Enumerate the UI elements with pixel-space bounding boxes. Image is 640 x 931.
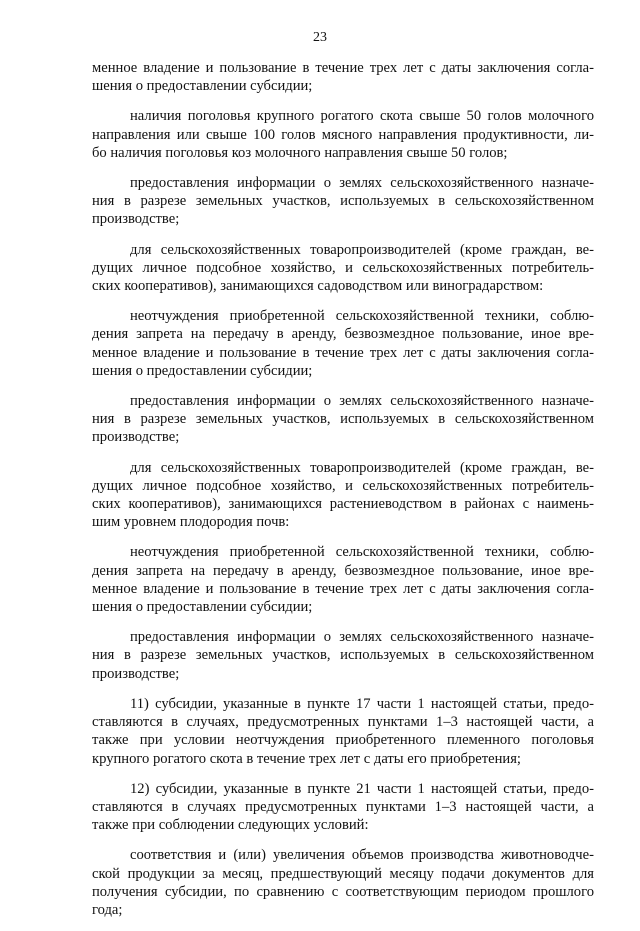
text-line: дущих личное подсобное хозяйство, и сельскохозяйственных потребитель- <box>92 477 594 494</box>
document-body <box>92 59 594 931</box>
text-line: получения субсидии, по сравнению с соответствующим периодом прошлого <box>92 883 594 900</box>
text-line: ских кооперативов), занимающихся растениеводством в районах с наимень- <box>92 496 594 513</box>
text-line: предоставления информации о землях сельскохозяйственного назначе- <box>130 629 594 646</box>
text-line: также при условии неотчуждения приобретенного племенного поголовья <box>92 732 594 749</box>
text-line: наличия поголовья крупного рогатого скота свыше 50 голов молочного <box>130 108 594 125</box>
text-line: соответствия и (или) увеличения объемов производства животноводче- <box>130 847 594 864</box>
paragraph <box>92 543 594 616</box>
text-line: направления или свыше 100 голов мясного направления продуктивности, ли- <box>92 126 594 143</box>
text-line: дения запрета на передачу в аренду, безвозмездное пользование, иное вре- <box>92 562 594 579</box>
text-line: предоставления информации о землях сельскохозяйственного назначе- <box>130 175 594 192</box>
paragraph <box>92 780 594 835</box>
paragraph <box>92 59 594 95</box>
text-line: бо наличия поголовья коз молочного направления свыше 50 голов; <box>92 144 508 161</box>
text-line: 12) субсидии, указанные в пункте 21 части 1 настоящей статьи, предо- <box>130 780 594 797</box>
text-line: для сельскохозяйственных товаропроизводителей (кроме граждан, ве- <box>130 459 594 476</box>
text-line: ставляются в случаях, предусмотренных пунктами 1–3 настоящей части, а <box>92 714 594 731</box>
text-line: дения запрета на передачу в аренду, безвозмездное пользование, иное вре- <box>92 326 594 343</box>
text-line: дущих личное подсобное хозяйство, и сельскохозяйственных потребитель- <box>92 259 594 276</box>
text-line: производстве; <box>92 665 180 682</box>
text-line: менное владение и пользование в течение трех лет с даты заключения согла- <box>92 580 594 597</box>
paragraph <box>92 459 594 532</box>
text-line: ния в разрезе земельных участков, используемых в сельскохозяйственном <box>92 193 594 210</box>
text-line: ских кооперативов), занимающихся садоводством или виноградарством: <box>92 278 544 295</box>
text-line: также при соблюдении следующих условий: <box>92 817 369 834</box>
text-line: шения о предоставлении субсидии; <box>92 362 313 379</box>
paragraph <box>92 628 594 683</box>
text-line: менное владение и пользование в течение трех лет с даты заключения согла- <box>92 344 594 361</box>
text-line: ния в разрезе земельных участков, используемых в сельскохозяйственном <box>92 411 594 428</box>
paragraph <box>92 307 594 380</box>
text-line: для сельскохозяйственных товаропроизводителей (кроме граждан, ве- <box>130 241 594 258</box>
text-line: предоставления информации о землях сельскохозяйственного назначе- <box>130 393 594 410</box>
text-line: шения о предоставлении субсидии; <box>92 78 313 95</box>
text-line: ния в разрезе земельных участков, используемых в сельскохозяйственном <box>92 647 594 664</box>
text-line: производстве; <box>92 429 180 446</box>
text-line: шения о предоставлении субсидии; <box>92 599 313 616</box>
text-line: ставляются в случаях предусмотренных пунктами 1–3 настоящей части, а <box>92 798 594 815</box>
text-line: неотчуждения приобретенной сельскохозяйственной техники, соблю- <box>130 308 594 325</box>
text-line: 11) субсидии, указанные в пункте 17 части 1 настоящей статьи, предо- <box>130 695 594 712</box>
paragraph <box>92 241 594 296</box>
paragraph <box>92 392 594 447</box>
text-line: менное владение и пользование в течение трех лет с даты заключения согла- <box>92 60 594 76</box>
text-line: крупного рогатого скота в течение трех лет с даты его приобретения; <box>92 750 521 767</box>
paragraph <box>92 107 594 162</box>
page-number: 23 <box>313 30 327 45</box>
paragraph <box>92 695 594 768</box>
text-line: неотчуждения приобретенной сельскохозяйственной техники, соблю- <box>130 544 594 561</box>
text-line: шим уровнем плодородия почв: <box>92 514 290 531</box>
text-line: ской продукции за месяц, предшествующий месяцу подачи документов для <box>92 865 594 882</box>
paragraph <box>92 174 594 229</box>
text-line: производстве; <box>92 211 180 228</box>
text-line: года; <box>92 901 123 918</box>
paragraph <box>92 846 594 919</box>
